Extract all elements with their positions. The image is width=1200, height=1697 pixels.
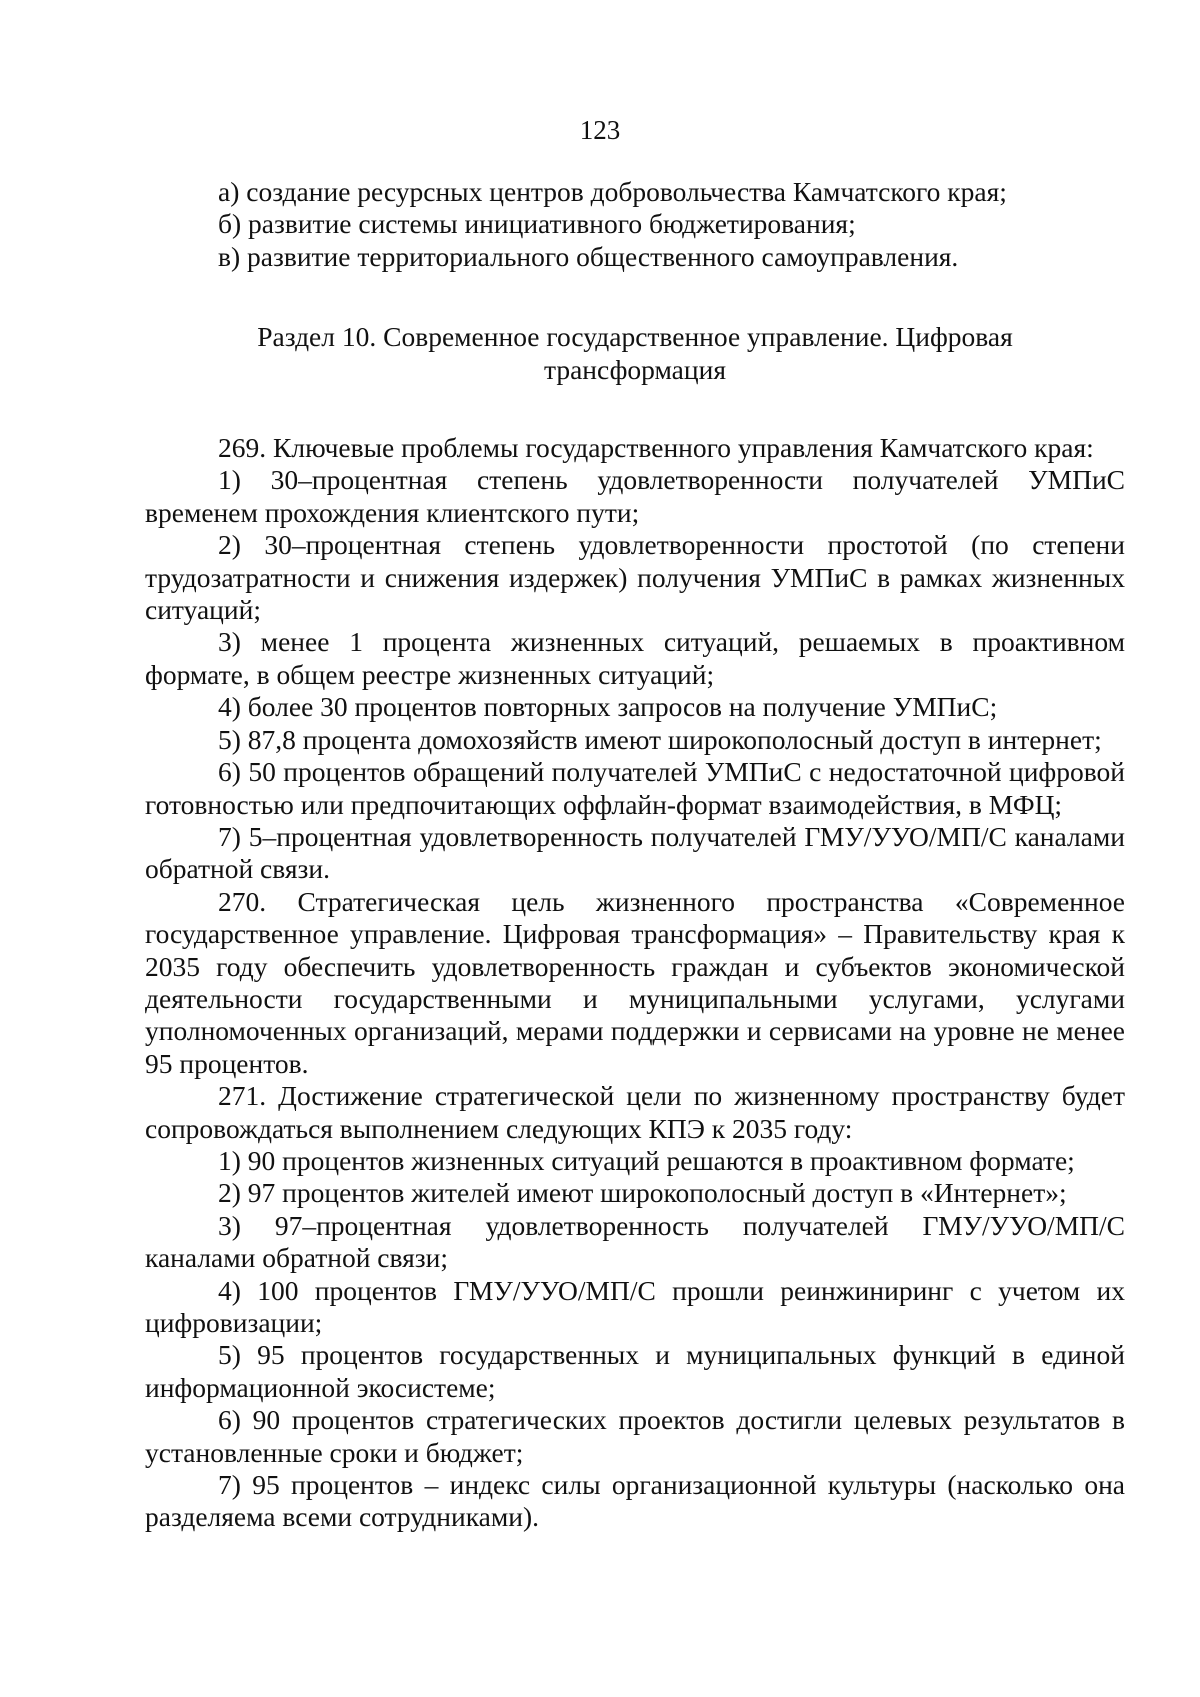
top-list bbox=[145, 176, 1125, 273]
list-item: в) развитие территориального общественного самоуправления. bbox=[218, 240, 959, 272]
kpi-item-7: 7) 95 процентов – индекс силы организационной культуры (насколько она разделяема всеми сотрудниками). bbox=[145, 1469, 1125, 1533]
problem-item-2: 2) 30–процентная степень удовлетворенности простотой (по степени трудозатратности и снижения издержек) получения УМПиС в рамках жизненных ситуаций; bbox=[145, 529, 1125, 626]
list-item: б) развитие системы инициативного бюджетирования; bbox=[218, 208, 856, 240]
section-title-line-2: трансформация bbox=[544, 353, 726, 385]
list-item: а) создание ресурсных центров добровольчества Камчатского края; bbox=[218, 176, 1007, 207]
kpi-item-4: 4) 100 процентов ГМУ/УУО/МП/С прошли реинжиниринг с учетом их цифровизации; bbox=[145, 1274, 1125, 1338]
problem-item-1: 1) 30–процентная степень удовлетворенности получателей УМПиС временем прохождения клиентского пути; bbox=[145, 464, 1125, 528]
problem-item-6: 6) 50 процентов обращений получателей УМПиС с недостаточной цифровой готовностью или предпочитающих оффлайн-формат взаимодействия, в МФЦ; bbox=[145, 756, 1125, 820]
document-body bbox=[145, 176, 1125, 1534]
paragraph-270: 270. Стратегическая цель жизненного пространства «Современное государственное управление. Цифровая трансформация» – Правительству края к 2035 году обеспечить удовлетворенность граждан и субъектов экономической деятельности государственными и муниципальными услугами, услугами уполномоченных организаций, мерами поддержки и сервисами на уровне не менее 95 процентов. bbox=[145, 885, 1125, 1079]
problem-item-7: 7) 5–процентная удовлетворенность получателей ГМУ/УУО/МП/С каналами обратной связи. bbox=[145, 820, 1125, 885]
section-title-line-1: Раздел 10. Современное государственное управление. Цифровая bbox=[257, 321, 1013, 353]
problem-item-3: 3) менее 1 процента жизненных ситуаций, решаемых в проактивном формате, в общем реестре жизненных ситуаций; bbox=[145, 626, 1125, 690]
kpi-item-3: 3) 97–процентная удовлетворенность получателей ГМУ/УУО/МП/С каналами обратной связи; bbox=[145, 1209, 1125, 1274]
section-paragraphs bbox=[145, 432, 1125, 1534]
problem-item-4: 4) более 30 процентов повторных запросов на получение УМПиС; bbox=[218, 691, 998, 723]
paragraph-271: 271. Достижение стратегической цели по жизненному пространству будет сопровождаться выполнением следующих КПЭ к 2035 году: bbox=[145, 1080, 1125, 1144]
paragraph-269: 269. Ключевые проблемы государственного управления Камчатского края: bbox=[218, 432, 1094, 464]
kpi-item-5: 5) 95 процентов государственных и муниципальных функций в единой информационной экосистеме; bbox=[145, 1339, 1125, 1403]
kpi-item-6: 6) 90 процентов стратегических проектов достигли целевых результатов в установленные сроки и бюджет; bbox=[145, 1404, 1125, 1468]
section-heading bbox=[145, 321, 1125, 386]
kpi-item-2: 2) 97 процентов жителей имеют широкополосный доступ в «Интернет»; bbox=[218, 1177, 1067, 1209]
page-number: 123 bbox=[579, 115, 621, 145]
kpi-item-1: 1) 90 процентов жизненных ситуаций решаются в проактивном формате; bbox=[218, 1144, 1075, 1176]
problem-item-5: 5) 87,8 процента домохозяйств имеют широкополосный доступ в интернет; bbox=[218, 723, 1102, 755]
